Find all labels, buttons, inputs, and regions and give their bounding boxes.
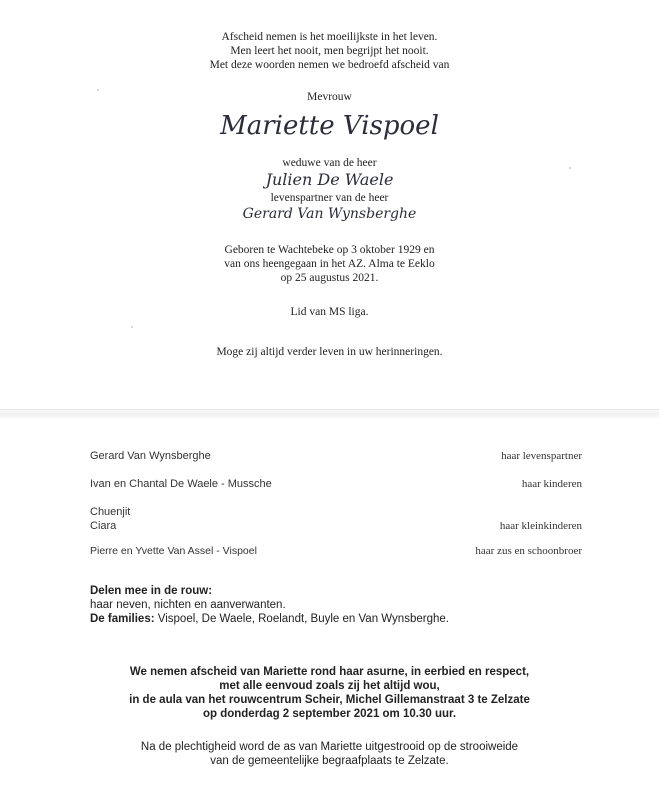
families-text: Vispoel, De Waele, Roelandt, Buyle en Van Wynsberghe. (157, 613, 449, 625)
widow-label: weduwe van de heer (282, 157, 377, 169)
family-relation: haar levenspartner (501, 450, 582, 462)
closing-line: van de gemeentelijke begraafplaats te Zelzate. (210, 755, 449, 767)
deceased-name: Mariette Vispoel (220, 111, 439, 141)
families-line (90, 612, 449, 626)
funeral-info (0, 665, 659, 721)
scan-speck (569, 167, 571, 169)
birth-line: op 25 augustus 2021. (280, 272, 379, 284)
mourning-heading: Delen mee in de rouw: (90, 585, 213, 597)
salutation: Mevrouw (307, 91, 352, 103)
intro-text (0, 30, 659, 72)
scan-speck (131, 326, 133, 328)
family-relation: haar kleinkinderen (499, 520, 582, 532)
memory-line: Moge zij altijd verder leven in uw herinneringen. (216, 346, 443, 358)
partner-name: Gerard Van Wynsberghe (242, 206, 417, 222)
scan-speck (97, 89, 99, 91)
closing-info (0, 740, 659, 768)
intro-line: Afscheid nemen is het moeilijkste in het leven. (221, 31, 438, 43)
membership: Lid van MS liga. (290, 306, 369, 318)
family-name: Chuenjit (90, 506, 131, 518)
family-name: Pierre en Yvette Van Assel - Vispoel (90, 545, 257, 557)
birth-line: Geboren te Wachtebeke op 3 oktober 1929 en (224, 244, 435, 256)
intro-line: Men leert het nooit, men begrijpt het nooit. (230, 45, 429, 57)
family-relation: haar kinderen (521, 478, 582, 490)
funeral-line: in de aula van het rouwcentrum Scheir, Michel Gillemanstraat 3 te Zelzate (129, 694, 530, 706)
mourning-line: haar neven, nichten en aanverwanten. (90, 599, 286, 611)
card-fold-divider (0, 409, 659, 418)
funeral-line: We nemen afscheid van Mariette rond haar asurne, in eerbied en respect, (129, 666, 530, 678)
funeral-line: op donderdag 2 september 2021 om 10.30 uur. (202, 708, 457, 720)
spouse-name: Julien De Waele (265, 170, 394, 189)
mourning-section (90, 584, 449, 626)
birth-info (0, 243, 659, 285)
intro-line: Met deze woorden nemen we bedroefd afscheid van (209, 59, 450, 71)
families-label: De families: (90, 613, 155, 625)
closing-line: Na de plechtigheid word de as van Mariette uitgestrooid op de strooiweide (140, 741, 519, 753)
family-name: Ivan en Chantal De Waele - Mussche (90, 478, 272, 490)
family-name: Ciara (90, 520, 117, 532)
family-name: Gerard Van Wynsberghe (90, 450, 211, 462)
family-relation: haar zus en schoonbroer (475, 545, 582, 557)
partner-label: levenspartner van de heer (270, 192, 389, 204)
funeral-line: met alle eenvoud zoals zij het altijd wou, (219, 680, 440, 692)
birth-line: van ons heengegaan in het AZ. Alma te Eeklo (224, 258, 435, 270)
